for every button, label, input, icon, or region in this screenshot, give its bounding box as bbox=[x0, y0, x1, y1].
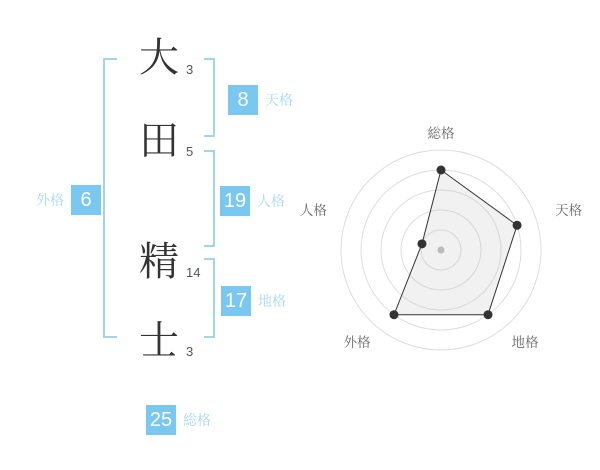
stroke-count-3: 14 bbox=[186, 265, 201, 280]
chikaku-badge bbox=[221, 286, 286, 316]
radar-chart bbox=[300, 110, 592, 362]
chikaku-label: 地格 bbox=[258, 293, 286, 309]
soukaku-value: 25 bbox=[146, 405, 176, 435]
tenkaku-badge bbox=[228, 85, 293, 115]
gaikaku-value: 6 bbox=[71, 185, 101, 215]
radar-center-dot bbox=[438, 247, 445, 254]
radar-vertex-dot bbox=[389, 310, 398, 319]
radar-axis-label: 天格 bbox=[555, 202, 583, 218]
jinkaku-label: 人格 bbox=[257, 193, 285, 209]
gaikaku-label: 外格 bbox=[36, 192, 64, 208]
name-character-2: 田 bbox=[139, 119, 179, 163]
jinkaku-value: 19 bbox=[220, 186, 250, 216]
radar-vertex-dot bbox=[437, 166, 446, 175]
soukaku-badge bbox=[146, 405, 211, 435]
chikaku-value: 17 bbox=[221, 286, 251, 316]
stroke-count-1: 3 bbox=[186, 62, 194, 77]
radar-vertex-dot bbox=[484, 310, 493, 319]
tenkaku-label: 天格 bbox=[265, 92, 293, 108]
radar-axis-label: 総格 bbox=[427, 126, 455, 141]
soukaku-label: 総格 bbox=[183, 412, 211, 428]
radar-vertex-dot bbox=[513, 221, 522, 230]
radar-axis-label: 外格 bbox=[343, 335, 371, 351]
bracket-chikaku bbox=[204, 258, 215, 338]
name-character-3: 精 bbox=[139, 240, 179, 284]
gaikaku-badge bbox=[36, 185, 101, 215]
bracket-jinkaku bbox=[204, 150, 215, 247]
radar-axis-label: 地格 bbox=[511, 335, 539, 351]
radar-chart-svg bbox=[300, 110, 592, 362]
name-character-1: 大 bbox=[139, 36, 179, 80]
radar-axis-label: 人格 bbox=[300, 202, 327, 218]
bracket-tenkaku bbox=[204, 58, 215, 137]
stroke-count-4: 3 bbox=[186, 344, 194, 359]
radar-data-polygon bbox=[394, 170, 517, 315]
stroke-count-2: 5 bbox=[186, 144, 194, 159]
tenkaku-value: 8 bbox=[228, 85, 258, 115]
jinkaku-badge bbox=[220, 186, 285, 216]
name-character-4: 士 bbox=[139, 319, 179, 363]
bracket-gaikaku bbox=[103, 58, 117, 338]
radar-vertex-dot bbox=[417, 239, 426, 248]
